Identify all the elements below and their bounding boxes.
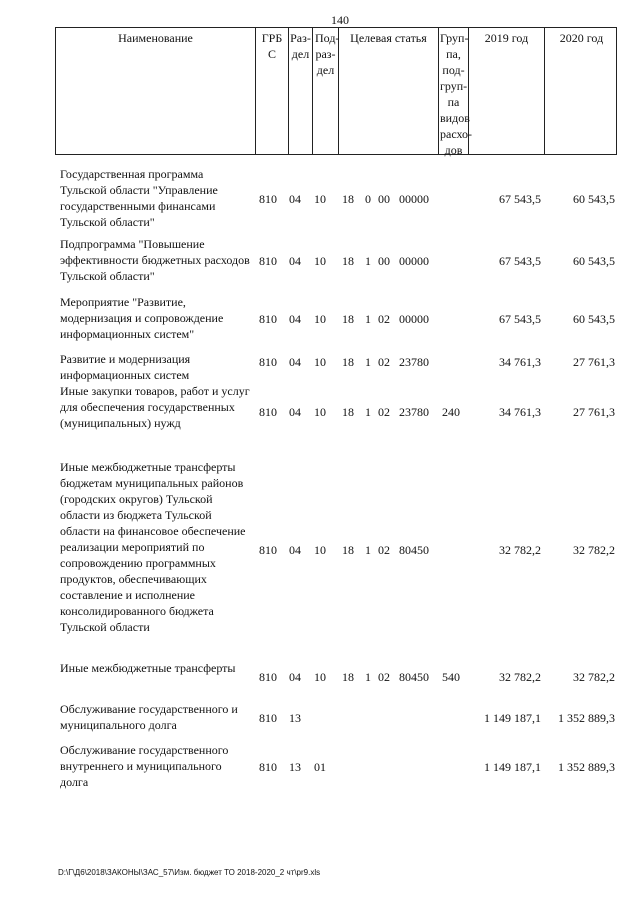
cell-t3: 02 — [378, 543, 390, 557]
cell-grbs: 810 — [259, 670, 277, 684]
header-grbs: ГРБ С — [256, 28, 289, 154]
cell-t2: 1 — [365, 543, 371, 557]
cell-t3: 02 — [378, 312, 390, 326]
header-name: Наименование — [56, 28, 256, 154]
cell-razdel: 04 — [289, 192, 301, 206]
cell-t2: 1 — [365, 254, 371, 268]
row-name: Обслуживание государственного внутреннего и муниципального долга — [60, 743, 229, 789]
cell-razdel: 04 — [289, 355, 301, 369]
cell-podrazdel: 10 — [314, 670, 326, 684]
header-2020: 2020 год — [559, 31, 604, 45]
cell-y2020: 60 543,5 — [573, 312, 615, 326]
cell-t2: 1 — [365, 670, 371, 684]
cell-y2020: 60 543,5 — [573, 254, 615, 268]
cell-grbs: 810 — [259, 192, 277, 206]
cell-y2019: 32 782,2 — [499, 670, 541, 684]
cell-t3: 00 — [378, 254, 390, 268]
cell-podrazdel: 10 — [314, 254, 326, 268]
cell-y2019: 1 149 187,1 — [484, 760, 541, 774]
cell-t1: 18 — [342, 405, 354, 419]
cell-t3: 02 — [378, 670, 390, 684]
cell-razdel: 04 — [289, 543, 301, 557]
cell-y2020: 27 761,3 — [573, 405, 615, 419]
cell-t2: 0 — [365, 192, 371, 206]
row-name: Иные закупки товаров, работ и услуг для обеспечения государственных (муниципальных) нужд — [60, 384, 250, 430]
cell-t4: 00000 — [399, 312, 429, 326]
cell-grbs: 810 — [259, 543, 277, 557]
cell-y2019: 34 761,3 — [499, 405, 541, 419]
cell-razdel: 04 — [289, 405, 301, 419]
cell-podrazdel: 10 — [314, 405, 326, 419]
row-name: Иные межбюджетные трансферты бюджетам муниципальных районов (городских округов) Тульской области из бюджета Тульской области на финансовое обеспечение реализации мероприятий по сопровождению программных продуктов, обеспечивающих составление и исполнение консолидированного бюджета Тульской области — [60, 460, 246, 634]
cell-y2019: 67 543,5 — [499, 192, 541, 206]
cell-t1: 18 — [342, 543, 354, 557]
cell-y2019: 32 782,2 — [499, 543, 541, 557]
row-name: Обслуживание государственного и муниципального долга — [60, 702, 238, 732]
cell-grbs: 810 — [259, 405, 277, 419]
cell-t4: 23780 — [399, 405, 429, 419]
cell-grbs: 810 — [259, 355, 277, 369]
cell-y2019: 34 761,3 — [499, 355, 541, 369]
cell-vr: 540 — [442, 670, 460, 684]
cell-vr: 240 — [442, 405, 460, 419]
cell-t4: 00000 — [399, 254, 429, 268]
cell-t1: 18 — [342, 312, 354, 326]
cell-y2019: 67 543,5 — [499, 312, 541, 326]
cell-y2020: 60 543,5 — [573, 192, 615, 206]
cell-t1: 18 — [342, 192, 354, 206]
cell-razdel: 04 — [289, 254, 301, 268]
cell-grbs: 810 — [259, 312, 277, 326]
cell-t3: 02 — [378, 355, 390, 369]
cell-t4: 23780 — [399, 355, 429, 369]
table-header — [55, 27, 617, 155]
cell-podrazdel: 10 — [314, 355, 326, 369]
file-path-footer: D:\Г\Д6\2018\ЗАКОНЫ\ЗАС_57\Изм. бюджет ТО 2018-2020_2 чт\pr9.xls — [58, 868, 321, 877]
cell-y2020: 32 782,2 — [573, 670, 615, 684]
row-name: Развитие и модернизация информационных систем — [60, 352, 191, 382]
cell-grbs: 810 — [259, 711, 277, 725]
cell-t2: 1 — [365, 405, 371, 419]
cell-t2: 1 — [365, 355, 371, 369]
cell-t4: 00000 — [399, 192, 429, 206]
cell-y2019: 1 149 187,1 — [484, 711, 541, 725]
cell-razdel: 13 — [289, 711, 301, 725]
cell-razdel: 04 — [289, 670, 301, 684]
cell-y2020: 1 352 889,3 — [558, 760, 615, 774]
cell-t1: 18 — [342, 355, 354, 369]
page-number: 140 — [331, 13, 349, 27]
row-name: Государственная программа Тульской области "Управление государственными финансами Тульской области" — [60, 167, 218, 229]
header-target: Целевая статья — [339, 28, 439, 154]
cell-grbs: 810 — [259, 760, 277, 774]
cell-y2019: 67 543,5 — [499, 254, 541, 268]
cell-y2020: 27 761,3 — [573, 355, 615, 369]
cell-t1: 18 — [342, 670, 354, 684]
cell-t2: 1 — [365, 312, 371, 326]
cell-t3: 00 — [378, 192, 390, 206]
row-name: Иные межбюджетные трансферты — [60, 661, 236, 675]
cell-podrazdel: 10 — [314, 543, 326, 557]
cell-razdel: 13 — [289, 760, 301, 774]
cell-razdel: 04 — [289, 312, 301, 326]
cell-t3: 02 — [378, 405, 390, 419]
cell-t4: 80450 — [399, 670, 429, 684]
cell-grbs: 810 — [259, 254, 277, 268]
row-name: Мероприятие "Развитие, модернизация и сопровождение информационных систем" — [60, 295, 224, 341]
header-section: Раз- дел — [289, 28, 313, 154]
cell-podrazdel: 10 — [314, 312, 326, 326]
cell-podrazdel: 01 — [314, 760, 326, 774]
cell-y2020: 1 352 889,3 — [558, 711, 615, 725]
header-2019: 2019 год — [469, 28, 545, 154]
header-subsection: Под- раз- дел — [313, 28, 339, 154]
cell-t4: 80450 — [399, 543, 429, 557]
cell-podrazdel: 10 — [314, 192, 326, 206]
cell-y2020: 32 782,2 — [573, 543, 615, 557]
row-name: Подпрограмма "Повышение эффективности бюджетных расходов Тульской области" — [60, 237, 250, 283]
header-group: Груп- па, под- груп- па видов расхо- дов — [439, 28, 469, 154]
cell-t1: 18 — [342, 254, 354, 268]
